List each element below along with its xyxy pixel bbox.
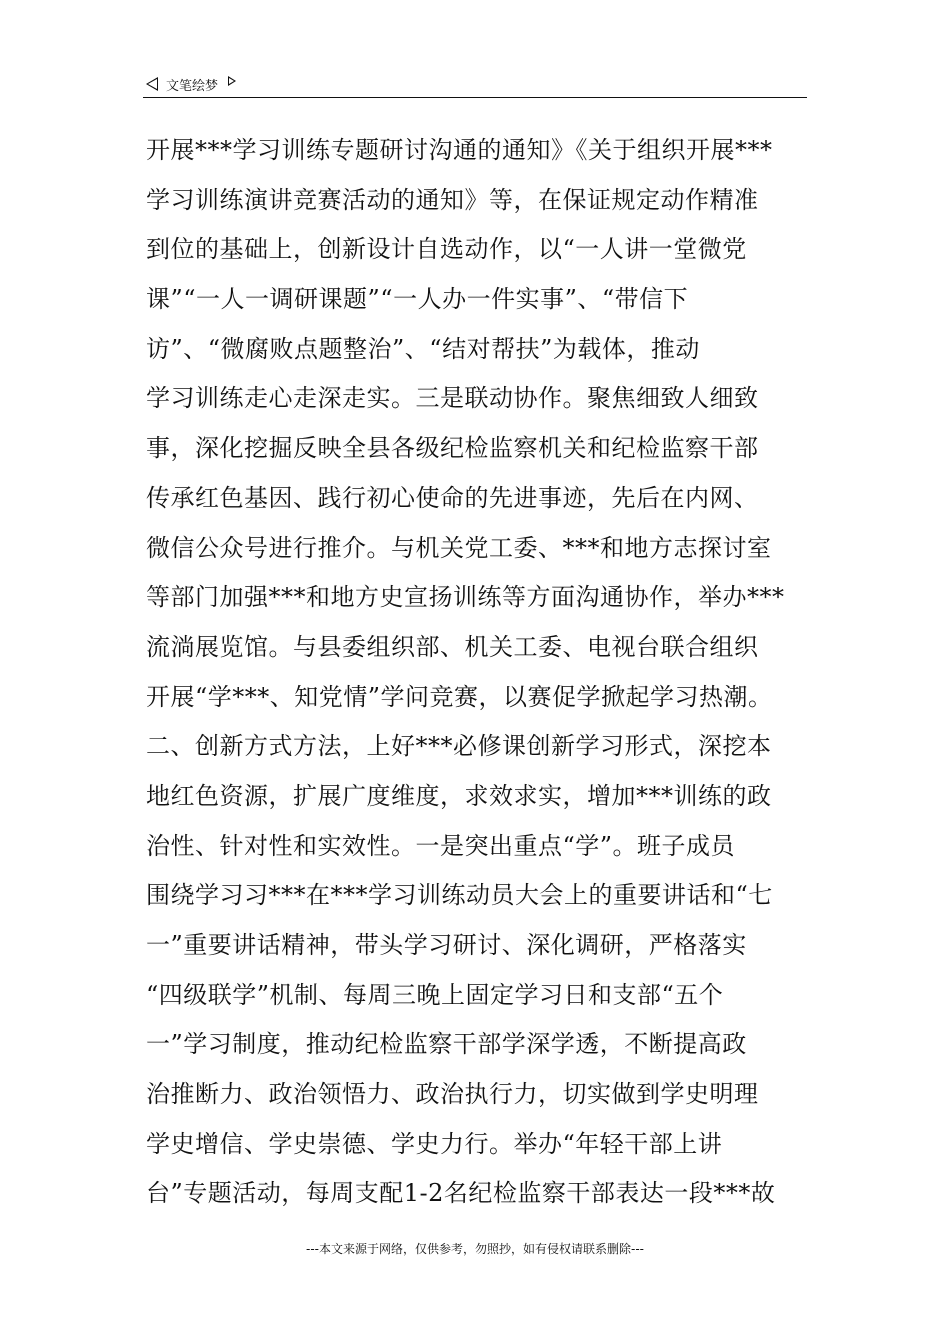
text-line: 课”“一人一调研课题”“一人办一件实事”、“带信下 (146, 285, 689, 314)
text-line: 开展“学***、知党情”学问竞赛，以赛促学掀起学习热潮。 (146, 682, 773, 711)
triangle-right-icon (228, 76, 236, 86)
text-line: 台”专题活动，每周支配1-2名纪检监察干部表达一段***故 (146, 1179, 776, 1208)
document-header (146, 72, 236, 96)
footer-disclaimer: ---本文来源于网络，仅供参考，勿照抄，如有侵权请联系删除--- (306, 1242, 644, 1256)
text-line: 围绕学习习***在***学习训练动员大会上的重要讲话和“七 (146, 881, 773, 910)
text-line: 等部门加强***和地方史宣扬训练等方面沟通协作，举办*** (146, 583, 785, 612)
text-line: 学习训练演讲竞赛活动的通知》等，在保证规定动作精准 (146, 185, 759, 214)
text-line: 微信公众号进行推介。与机关党工委、***和地方志探讨室 (146, 533, 772, 562)
text-line: 访”、“微腐败点题整治”、“结对帮扶”为载体，推动 (146, 334, 700, 363)
body-text (146, 126, 826, 1219)
triangle-left-icon (146, 77, 158, 91)
text-line: 学习训练走心走深走实。三是联动协作。聚焦细致人细致 (146, 384, 759, 413)
header-title: 文笔绘梦 (166, 78, 219, 94)
text-line: 到位的基础上，创新设计自选动作，以“一人讲一堂微党 (146, 235, 747, 264)
text-line: 学史增信、学史崇德、学史力行。举办“年轻干部上讲 (146, 1129, 723, 1158)
text-line: 流淌展览馆。与县委组织部、机关工委、电视台联合组织 (146, 632, 759, 661)
text-line: 治推断力、政治领悟力、政治执行力，切实做到学史明理 (146, 1080, 759, 1109)
header-divider (143, 97, 807, 98)
text-line: 二、创新方式方法，上好***必修课创新学习形式，深挖本 (146, 732, 772, 761)
text-line: “四级联学”机制、每周三晚上固定学习日和支部“五个 (146, 980, 724, 1009)
text-line: 开展***学习训练专题研讨沟通的通知》《关于组织开展*** (146, 136, 773, 164)
text-line: 治性、针对性和实效性。一是突出重点“学”。班子成员 (146, 831, 736, 860)
text-line: 事，深化挖掘反映全县各级纪检监察机关和纪检监察干部 (146, 434, 759, 463)
text-line: 一”学习制度，推动纪检监察干部学深学透，不断提高政 (146, 1030, 747, 1059)
text-line: 地红色资源，扩展广度维度，求效求实，增加***训练的政 (146, 781, 772, 810)
text-line: 一”重要讲话精神，带头学习研讨、深化调研，严格落实 (146, 931, 747, 959)
text-line: 传承红色基因、践行初心使命的先进事迹，先后在内网、 (146, 483, 759, 512)
